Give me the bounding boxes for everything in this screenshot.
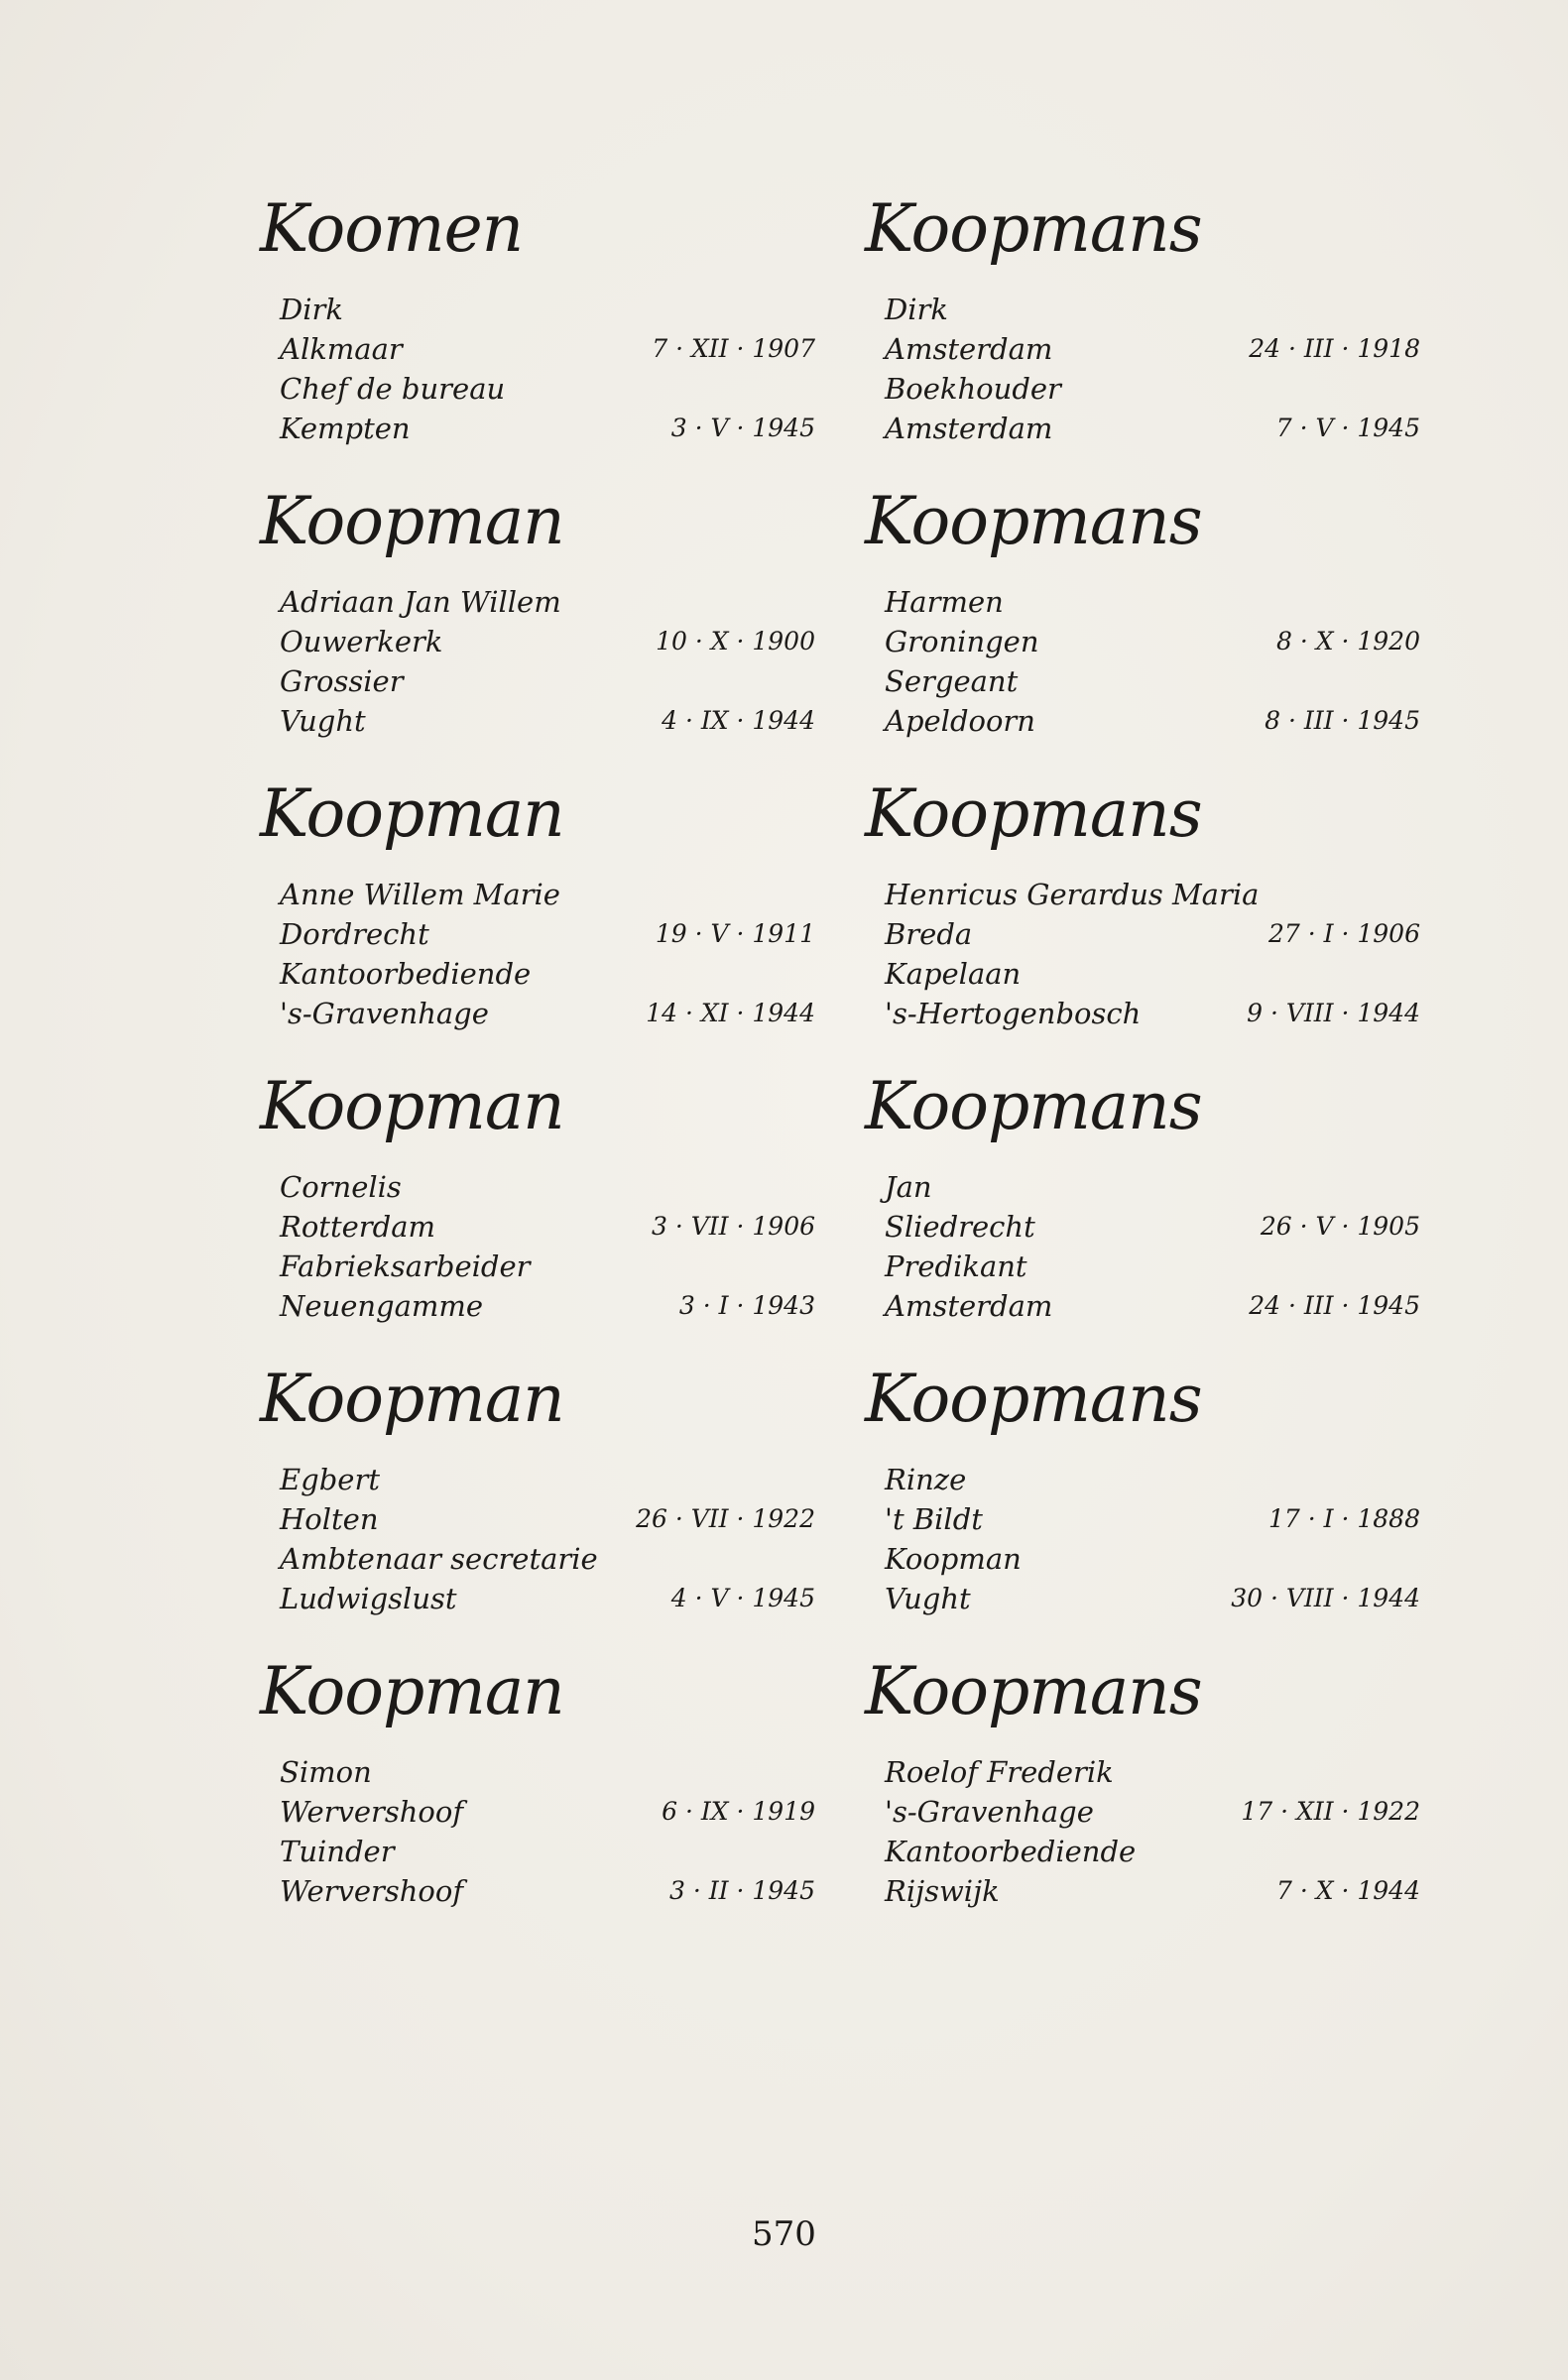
- occupation-row: [865, 661, 1420, 701]
- death-place: Vught: [885, 1582, 971, 1615]
- death-place: 's-Gravenhage: [280, 997, 489, 1030]
- death-row: [260, 994, 815, 1033]
- death-date: 7 · X · 1944: [1275, 1876, 1420, 1905]
- given-name: Roelof Frederik: [885, 1755, 1114, 1789]
- occupation: Kantoorbediende: [885, 1835, 1137, 1868]
- memorial-entry: [865, 1068, 1420, 1361]
- given-name-row: [865, 1460, 1420, 1499]
- given-name: Henricus Gerardus Maria: [885, 878, 1260, 911]
- surname: Koopman: [260, 1361, 564, 1437]
- memorial-entry: [865, 1361, 1420, 1653]
- occupation: Chef de bureau: [280, 372, 506, 406]
- death-place: Apeldoorn: [885, 704, 1035, 738]
- birth-date: 19 · V · 1911: [655, 919, 815, 948]
- birth-row: [260, 914, 815, 954]
- given-name-row: [865, 1752, 1420, 1792]
- given-name-row: [260, 875, 815, 914]
- surname: Koomen: [260, 190, 524, 267]
- death-row: [865, 701, 1420, 741]
- page-number: 570: [752, 2214, 816, 2254]
- birth-date: 17 · XII · 1922: [1241, 1797, 1420, 1826]
- birth-row: [865, 1792, 1420, 1832]
- birth-date: 8 · X · 1920: [1275, 627, 1420, 655]
- birth-date: 3 · VII · 1906: [651, 1212, 815, 1241]
- death-date: 4 · V · 1945: [670, 1584, 815, 1612]
- death-place: Ludwigslust: [280, 1582, 457, 1615]
- memorial-entry: [260, 1068, 815, 1361]
- death-place: Amsterdam: [885, 1289, 1053, 1323]
- given-name: Cornelis: [280, 1170, 402, 1204]
- memorial-entry: [865, 190, 1420, 483]
- birth-row: [865, 622, 1420, 661]
- birth-row: [865, 329, 1420, 369]
- occupation-row: [865, 954, 1420, 994]
- occupation-row: [260, 369, 815, 409]
- birth-date: 6 · IX · 1919: [662, 1797, 815, 1826]
- surname: Koopmans: [865, 1068, 1202, 1144]
- death-row: [865, 1579, 1420, 1618]
- birth-date: 24 · III · 1918: [1249, 334, 1420, 363]
- occupation: Grossier: [280, 664, 404, 698]
- occupation: Predikant: [885, 1250, 1027, 1283]
- birth-place: Groningen: [885, 625, 1039, 658]
- death-place: Wervershoof: [280, 1874, 464, 1908]
- surname: Koopman: [260, 1653, 564, 1729]
- death-place: Amsterdam: [885, 412, 1053, 445]
- death-date: 8 · III · 1945: [1265, 706, 1420, 735]
- birth-row: [260, 1792, 815, 1832]
- birth-row: [865, 914, 1420, 954]
- occupation: Kantoorbediende: [280, 957, 532, 991]
- death-row: [260, 1579, 815, 1618]
- death-place: Vught: [280, 704, 366, 738]
- death-place: Neuengamme: [280, 1289, 484, 1323]
- surname: Koopman: [260, 483, 564, 559]
- death-row: [865, 994, 1420, 1033]
- birth-row: [260, 329, 815, 369]
- death-date: 3 · I · 1943: [678, 1291, 815, 1320]
- death-date: 7 · V · 1945: [1275, 414, 1420, 442]
- memorial-entry: [865, 1653, 1420, 1946]
- surname: Koopman: [260, 775, 564, 852]
- birth-date: 27 · I · 1906: [1268, 919, 1420, 948]
- occupation-row: [260, 1539, 815, 1579]
- death-row: [260, 701, 815, 741]
- occupation: Boekhouder: [885, 372, 1061, 406]
- given-name: Rinze: [885, 1463, 967, 1496]
- birth-place: Wervershoof: [280, 1795, 464, 1829]
- given-name-row: [865, 1167, 1420, 1207]
- given-name-row: [260, 1752, 815, 1792]
- death-row: [865, 1286, 1420, 1326]
- death-row: [260, 1286, 815, 1326]
- death-date: 30 · VIII · 1944: [1231, 1584, 1420, 1612]
- birth-place: Dordrecht: [280, 917, 429, 951]
- given-name: Jan: [885, 1170, 932, 1204]
- occupation: Kapelaan: [885, 957, 1022, 991]
- occupation-row: [865, 1247, 1420, 1286]
- given-name: Adriaan Jan Willem: [280, 585, 561, 619]
- birth-place: 't Bildt: [885, 1502, 983, 1536]
- death-place: 's-Hertogenbosch: [885, 997, 1142, 1030]
- birth-date: 26 · VII · 1922: [636, 1504, 815, 1533]
- given-name: Dirk: [280, 293, 343, 326]
- occupation: Koopman: [885, 1542, 1022, 1576]
- birth-row: [865, 1207, 1420, 1247]
- memorial-entry: [865, 775, 1420, 1068]
- given-name-row: [260, 290, 815, 329]
- given-name: Simon: [280, 1755, 372, 1789]
- death-date: 14 · XI · 1944: [646, 999, 815, 1027]
- given-name-row: [865, 290, 1420, 329]
- birth-place: Amsterdam: [885, 332, 1053, 366]
- surname: Koopman: [260, 1068, 564, 1144]
- surname: Koopmans: [865, 1653, 1202, 1729]
- birth-place: Sliedrecht: [885, 1210, 1035, 1244]
- memorial-entry: [865, 483, 1420, 775]
- surname: Koopmans: [865, 190, 1202, 267]
- birth-place: 's-Gravenhage: [885, 1795, 1094, 1829]
- left-column: [260, 190, 815, 1946]
- birth-place: Breda: [885, 917, 973, 951]
- given-name-row: [260, 1167, 815, 1207]
- birth-row: [260, 1499, 815, 1539]
- occupation-row: [865, 1539, 1420, 1579]
- occupation-row: [865, 369, 1420, 409]
- given-name-row: [865, 582, 1420, 622]
- death-date: 24 · III · 1945: [1249, 1291, 1420, 1320]
- given-name: Egbert: [280, 1463, 380, 1496]
- surname: Koopmans: [865, 1361, 1202, 1437]
- given-name-row: [865, 875, 1420, 914]
- given-name-row: [260, 1460, 815, 1499]
- death-row: [260, 1871, 815, 1911]
- occupation: Ambtenaar secretarie: [280, 1542, 598, 1576]
- surname: Koopmans: [865, 483, 1202, 559]
- memorial-entry: [260, 483, 815, 775]
- death-place: Rijswijk: [885, 1874, 1000, 1908]
- occupation-row: [865, 1832, 1420, 1871]
- given-name: Dirk: [885, 293, 948, 326]
- right-column: [865, 190, 1420, 1946]
- death-date: 4 · IX · 1944: [662, 706, 815, 735]
- occupation-row: [260, 661, 815, 701]
- given-name: Anne Willem Marie: [280, 878, 560, 911]
- birth-row: [260, 1207, 815, 1247]
- given-name-row: [260, 582, 815, 622]
- memorial-entry: [260, 190, 815, 483]
- birth-place: Rotterdam: [280, 1210, 435, 1244]
- death-place: Kempten: [280, 412, 411, 445]
- death-row: [260, 409, 815, 448]
- birth-place: Ouwerkerk: [280, 625, 443, 658]
- birth-place: Holten: [280, 1502, 379, 1536]
- occupation: Sergeant: [885, 664, 1019, 698]
- birth-date: 26 · V · 1905: [1260, 1212, 1420, 1241]
- death-date: 3 · V · 1945: [670, 414, 815, 442]
- occupation-row: [260, 1247, 815, 1286]
- occupation: Fabrieksarbeider: [280, 1250, 531, 1283]
- birth-date: 7 · XII · 1907: [652, 334, 815, 363]
- memorial-entry: [260, 775, 815, 1068]
- occupation: Tuinder: [280, 1835, 395, 1868]
- memorial-entry: [260, 1361, 815, 1653]
- birth-date: 17 · I · 1888: [1268, 1504, 1420, 1533]
- birth-date: 10 · X · 1900: [656, 627, 815, 655]
- death-date: 3 · II · 1945: [669, 1876, 815, 1905]
- occupation-row: [260, 1832, 815, 1871]
- occupation-row: [260, 954, 815, 994]
- surname: Koopmans: [865, 775, 1202, 852]
- death-row: [865, 1871, 1420, 1911]
- death-row: [865, 409, 1420, 448]
- birth-row: [865, 1499, 1420, 1539]
- given-name: Harmen: [885, 585, 1004, 619]
- birth-row: [260, 622, 815, 661]
- memorial-entry: [260, 1653, 815, 1946]
- death-date: 9 · VIII · 1944: [1247, 999, 1420, 1027]
- birth-place: Alkmaar: [280, 332, 403, 366]
